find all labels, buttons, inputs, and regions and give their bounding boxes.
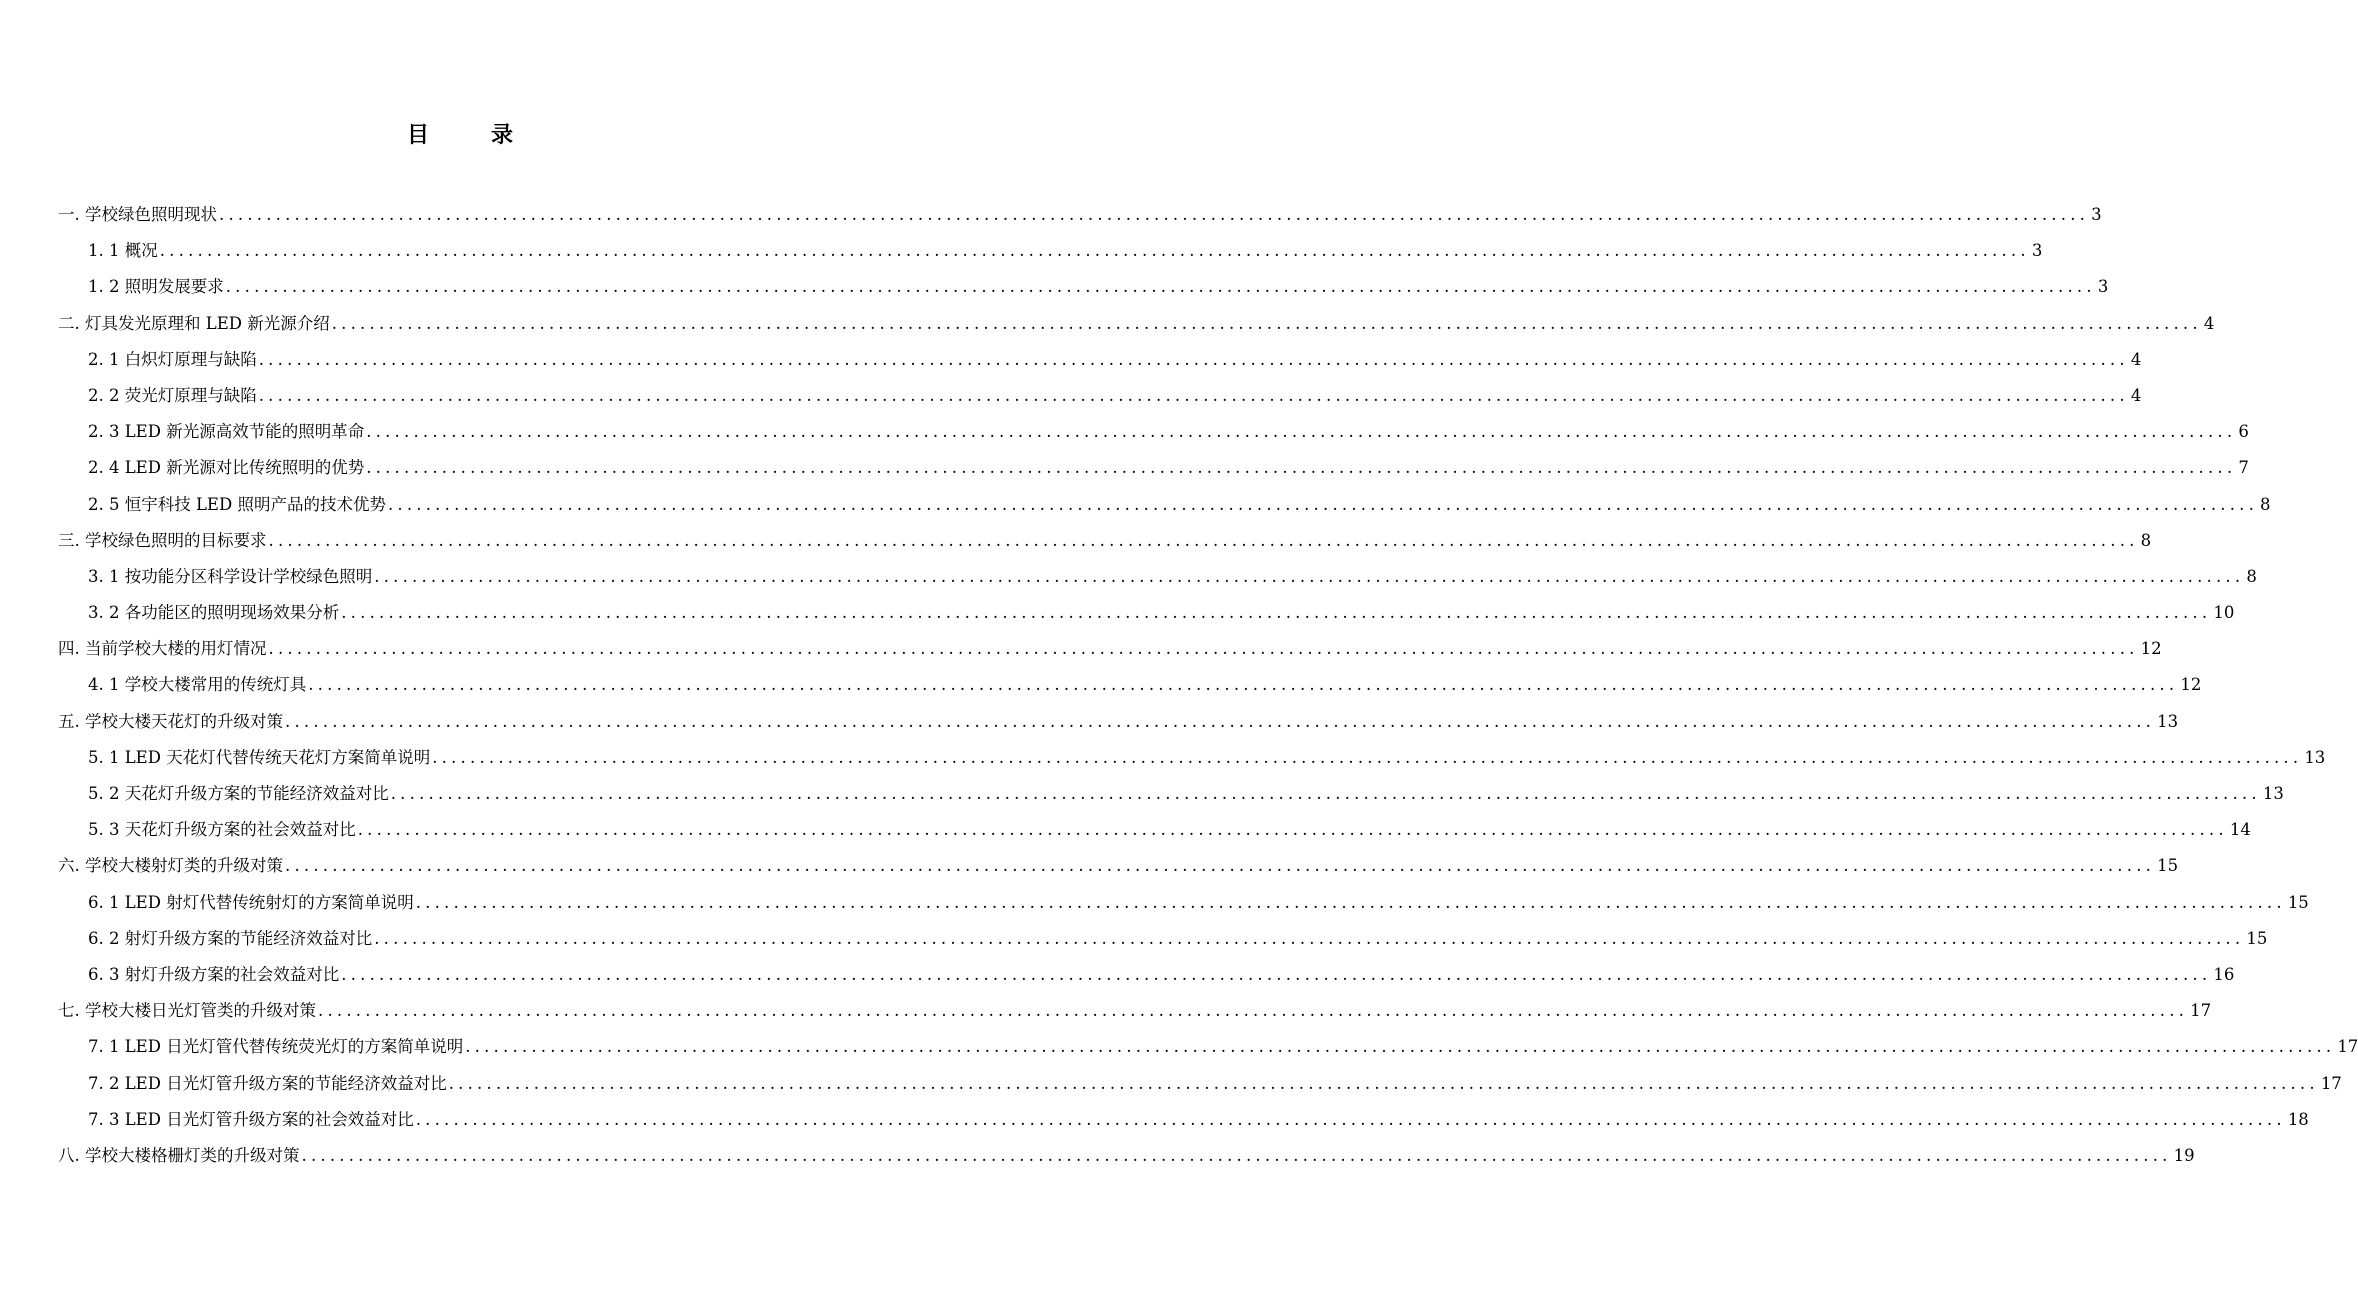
toc-entry-label: 6. 2 射灯升级方案的节能经济效益对比 — [88, 928, 373, 948]
toc-entry[interactable] — [58, 342, 2142, 378]
toc-leader-dots: ...................................................................................................................................................................................................... — [159, 241, 2030, 261]
toc-leader-dots: ...................................................................................................................................................................................................... — [258, 349, 2129, 369]
toc-entry-page: 3 — [2097, 277, 2109, 297]
toc-entry[interactable] — [58, 848, 2179, 884]
toc-leader-dots: ...................................................................................................................................................................................................... — [301, 1145, 2172, 1165]
toc-entry[interactable] — [58, 306, 2215, 342]
toc-entry-label: 二. 灯具发光原理和 LED 新光源介绍 — [58, 313, 330, 333]
toc-entry-page: 8 — [2260, 494, 2271, 514]
toc-leader-dots: ...................................................................................................................................................................................................... — [374, 566, 2245, 586]
toc-leader-dots: ...................................................................................................................................................................................................... — [415, 1109, 2286, 1129]
toc-entry-label: 六. 学校大楼射灯类的升级对策 — [58, 856, 283, 876]
toc-entry[interactable] — [58, 233, 2043, 269]
toc-entry-label: 6. 3 射灯升级方案的社会效益对比 — [88, 964, 340, 984]
toc-entry-label: 2. 2 荧光灯原理与缺陷 — [88, 385, 257, 405]
toc-entry-label: 2. 1 白炽灯原理与缺陷 — [88, 349, 257, 369]
toc-leader-dots: ...................................................................................................................................................................................................... — [387, 494, 2259, 514]
toc-entry-label: 7. 3 LED 日光灯管升级方案的社会效益对比 — [88, 1109, 414, 1129]
toc-entry-label: 6. 1 LED 射灯代替传统射灯的方案简单说明 — [88, 892, 414, 912]
toc-entry-label: 四. 当前学校大楼的用灯情况 — [58, 639, 267, 659]
toc-entry-page: 7 — [2238, 458, 2249, 478]
toc-entry[interactable] — [58, 1066, 2342, 1102]
toc-entry-page: 4 — [2130, 385, 2142, 405]
toc-entry-page: 17 — [2190, 1001, 2212, 1021]
toc-entry[interactable] — [58, 1138, 2195, 1174]
toc-entry-label: 4. 1 学校大楼常用的传统灯具 — [88, 675, 307, 695]
toc-leader-dots: ...................................................................................................................................................................................................... — [268, 639, 2139, 659]
toc-entry-label: 一. 学校绿色照明现状 — [58, 205, 217, 224]
toc-entry-label: 3. 1 按功能分区科学设计学校绿色照明 — [88, 566, 373, 586]
toc-entry-label: 3. 2 各功能区的照明现场效果分析 — [88, 603, 340, 623]
toc-entry[interactable] — [58, 414, 2249, 450]
toc-entry-label: 2. 5 恒宇科技 LED 照明产品的技术优势 — [88, 494, 386, 514]
toc-entry-label: 三. 学校绿色照明的目标要求 — [58, 530, 267, 550]
toc-entry-label: 7. 2 LED 日光灯管升级方案的节能经济效益对比 — [88, 1073, 447, 1093]
toc-entry-label: 五. 学校大楼天花灯的升级对策 — [58, 711, 283, 731]
toc-entry[interactable] — [58, 523, 2152, 559]
toc-entry-page: 14 — [2229, 820, 2251, 840]
toc-entry-page: 8 — [2140, 530, 2152, 550]
toc-leader-dots: ...................................................................................................................................................................................................... — [268, 530, 2139, 550]
toc-entry-page: 3 — [2031, 241, 2043, 261]
toc-entry[interactable] — [58, 1029, 2358, 1065]
toc-entry-page: 10 — [2213, 603, 2235, 623]
toc-entry-page: 18 — [2287, 1109, 2309, 1129]
toc-entry-page: 8 — [2246, 566, 2257, 586]
toc-leader-dots: ...................................................................................................................................................................................................... — [258, 385, 2129, 405]
toc-entry-page: 15 — [2287, 892, 2309, 912]
toc-leader-dots: ...................................................................................................................................................................................................... — [357, 820, 2228, 840]
toc-entry-page: 4 — [2203, 313, 2215, 333]
toc-title — [0, 118, 920, 149]
toc-entry[interactable] — [58, 269, 2109, 305]
toc-title-right: 录 — [491, 122, 514, 148]
toc-entry[interactable] — [58, 812, 2251, 848]
toc-entry-label: 1. 1 概况 — [88, 241, 158, 261]
toc-entry[interactable] — [58, 993, 2212, 1029]
toc-leader-dots: ...................................................................................................................................................................................................... — [465, 1037, 2336, 1057]
toc-entry[interactable] — [58, 740, 2326, 776]
toc-list — [58, 197, 2358, 1174]
toc-entry[interactable] — [58, 1102, 2309, 1138]
toc-entry-label: 2. 3 LED 新光源高效节能的照明革命 — [88, 422, 365, 442]
toc-leader-dots: ...................................................................................................................................................................................................... — [390, 784, 2261, 803]
toc-leader-dots: ...................................................................................................................................................................................................... — [366, 458, 2237, 478]
toc-entry[interactable] — [58, 885, 2309, 921]
toc-entry[interactable] — [58, 921, 2268, 957]
toc-entry-page: 6 — [2238, 422, 2249, 442]
toc-entry-label: 1. 2 照明发展要求 — [88, 277, 224, 297]
toc-leader-dots: ...................................................................................................................................................................................................... — [366, 422, 2237, 442]
toc-entry[interactable] — [58, 631, 2162, 667]
toc-entry[interactable] — [58, 450, 2249, 486]
toc-entry-page: 17 — [2320, 1073, 2342, 1093]
toc-leader-dots: ...................................................................................................................................................................................................... — [415, 892, 2286, 912]
toc-entry-page: 16 — [2213, 964, 2235, 984]
toc-leader-dots: ...................................................................................................................................................................................................... — [225, 277, 2096, 297]
toc-entry-label: 5. 2 天花灯升级方案的节能经济效益对比 — [88, 784, 389, 803]
toc-entry-label: 七. 学校大楼日光灯管类的升级对策 — [58, 1001, 316, 1021]
toc-entry-page: 13 — [2262, 784, 2284, 803]
toc-entry-label: 2. 4 LED 新光源对比传统照明的优势 — [88, 458, 365, 478]
toc-leader-dots: ...................................................................................................................................................................................................... — [331, 313, 2202, 333]
toc-entry-label: 5. 3 天花灯升级方案的社会效益对比 — [88, 820, 356, 840]
toc-entry-page: 13 — [2157, 711, 2179, 731]
toc-entry-page: 12 — [2140, 639, 2162, 659]
toc-entry-label: 八. 学校大楼格栅灯类的升级对策 — [58, 1145, 300, 1165]
toc-entry-page: 13 — [2304, 747, 2326, 767]
toc-entry[interactable] — [58, 378, 2142, 414]
toc-entry[interactable] — [58, 704, 2179, 740]
toc-entry-page: 3 — [2091, 205, 2102, 224]
toc-entry-page: 17 — [2337, 1037, 2358, 1057]
toc-leader-dots: ...................................................................................................................................................................................................... — [219, 205, 2090, 224]
toc-entry[interactable] — [58, 559, 2257, 595]
toc-leader-dots: ...................................................................................................................................................................................................... — [448, 1073, 2319, 1093]
toc-leader-dots: ...................................................................................................................................................................................................... — [341, 964, 2212, 984]
toc-leader-dots: ...................................................................................................................................................................................................... — [285, 711, 2156, 731]
toc-leader-dots: ...................................................................................................................................................................................................... — [308, 675, 2179, 695]
toc-entry-page: 15 — [2157, 856, 2179, 876]
toc-entry[interactable] — [58, 667, 2202, 703]
toc-entry[interactable] — [58, 487, 2271, 523]
toc-entry[interactable] — [58, 197, 2102, 233]
toc-entry-label: 7. 1 LED 日光灯管代替传统荧光灯的方案简单说明 — [88, 1037, 464, 1057]
toc-leader-dots: ...................................................................................................................................................................................................... — [341, 603, 2212, 623]
toc-entry[interactable] — [58, 595, 2235, 631]
toc-entry[interactable] — [58, 776, 2284, 812]
toc-leader-dots: ...................................................................................................................................................................................................... — [374, 928, 2245, 948]
toc-entry-page: 19 — [2173, 1145, 2195, 1165]
toc-entry-page: 4 — [2130, 349, 2142, 369]
toc-title-left: 目 — [406, 122, 429, 148]
toc-leader-dots: ...................................................................................................................................................................................................... — [432, 747, 2303, 767]
toc-leader-dots: ...................................................................................................................................................................................................... — [318, 1001, 2189, 1021]
toc-leader-dots: ...................................................................................................................................................................................................... — [285, 856, 2156, 876]
toc-entry-label: 5. 1 LED 天花灯代替传统天花灯方案简单说明 — [88, 747, 431, 767]
toc-entry-page: 15 — [2246, 928, 2268, 948]
toc-entry[interactable] — [58, 957, 2235, 993]
toc-entry-page: 12 — [2180, 675, 2202, 695]
